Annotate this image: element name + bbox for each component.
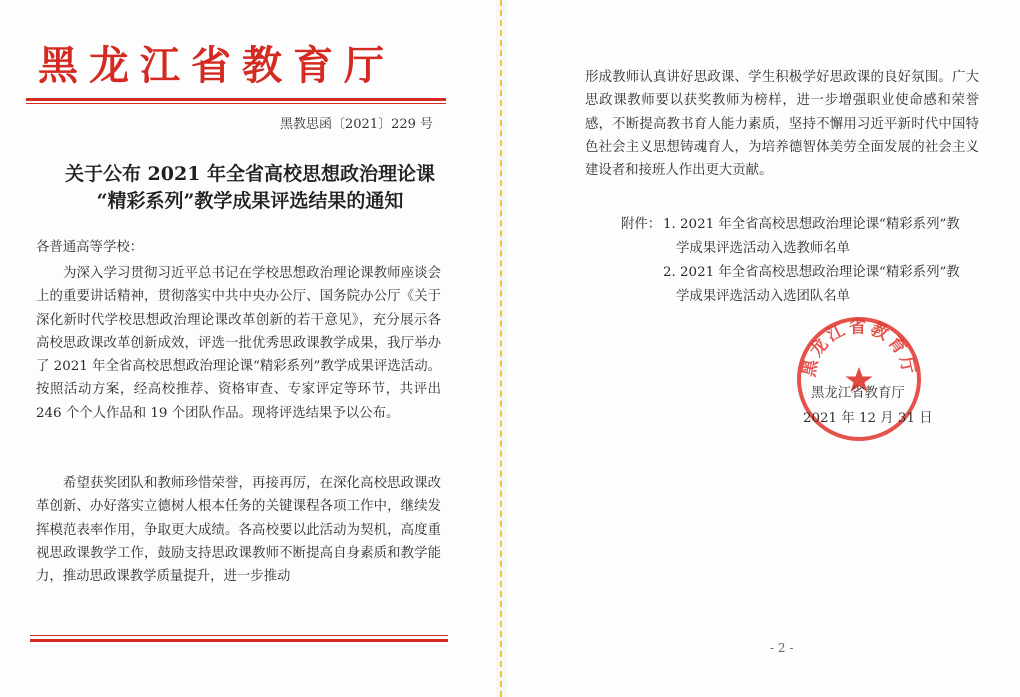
salutation: 各普通高等学校： (36, 240, 144, 255)
attachment-label: 附件： (621, 217, 662, 232)
attachment-item-2-line2: 学成果评选活动入选团队名单 (676, 289, 851, 304)
notice-title-line2: “精彩系列”教学成果评选结果的通知 (96, 190, 404, 212)
letterhead-rule-thick (26, 98, 446, 101)
page-number: - 2 - (770, 641, 794, 655)
footer-rule-thick (30, 639, 448, 642)
attachment-item-1-line1: 1. 2021 年全省高校思想政治理论课“精彩系列”教 (663, 217, 960, 232)
document-number: 黑教思函〔2021〕229 号 (280, 117, 434, 132)
attachment-item-1-line2: 学成果评选活动入选教师名单 (676, 241, 851, 256)
notice-title-line1: 关于公布 2021 年全省高校思想政治理论课 (64, 163, 436, 185)
footer-rule-thin (30, 635, 448, 636)
letterhead-rule-thin (26, 103, 446, 104)
body-paragraph-2: 希望获奖团队和教师珍惜荣誉，再接再厉，在深化高校思政课改革创新、办好落实立德树人根本任务的关键课程各项工作中，继续发挥模范表率作用，争取更大成绩。各高校要以此活动为契机，高度重视思政课教学工作，鼓励支持思政课教师不断提高自身素质和教学能力，推动思政课教学质量提升，进一步推动 (36, 476, 441, 585)
attachment-item-2-line1: 2. 2021 年全省高校思想政治理论课“精彩系列”教 (663, 265, 960, 280)
seal-text: 黑龙江省教育厅 (799, 317, 919, 379)
signature-org: 黑龙江省教育厅 (811, 386, 905, 401)
body-paragraph-2-continued: 形成教师认真讲好思政课、学生积极学好思政课的良好氛围。广大思政课教师要以获奖教师为榜样，进一步增强职业使命感和荣誉感，不断提高教书育人能力素质，坚持不懈用习近平新时代中国特色社会主义思想铸魂育人，为培养德智体美劳全面发展的社会主义建设者和接班人作出更大贡献。 (585, 70, 979, 179)
signature-date: 2021 年 12 月 31 日 (803, 411, 933, 426)
body-paragraph-1: 为深入学习贯彻习近平总书记在学校思想政治理论课教师座谈会上的重要讲话精神，贯彻落实中共中央办公厅、国务院办公厅《关于深化新时代学校思想政治理论课改革创新的若干意见》，充分展示各高校思政课改革创新成效，评选一批优秀思政课教学成果，我厅举办了 2021 年全省高校思想政治理论课“精彩系列”教学成果评选活动。按照活动方案，经高校推荐、资格审查、专家评定等环节，共评出 246 个个人作品和 19 个团队作品。现将评选结果予以公布。 (36, 266, 441, 421)
fold-line (500, 0, 502, 697)
letterhead-org-name: 黑龙江省教育厅 (38, 42, 395, 89)
